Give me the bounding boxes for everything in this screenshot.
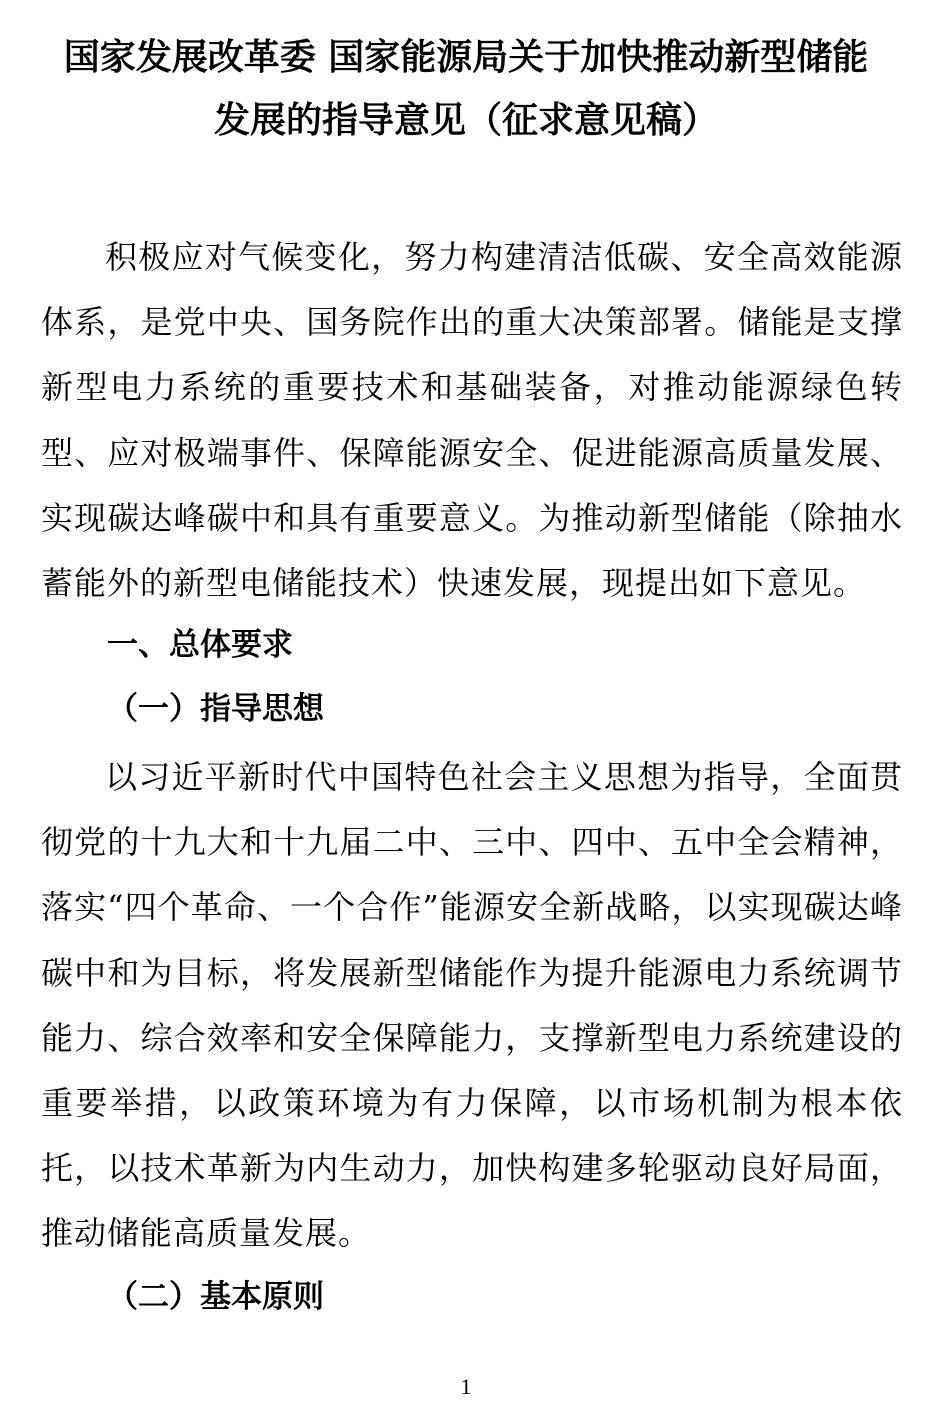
- document-title-line-1: 国家发展改革委 国家能源局关于加快推动新型储能: [63, 37, 869, 78]
- document-title-line-2: 发展的指导意见（征求意见稿）: [213, 100, 718, 141]
- section-heading-general-requirements: 一、总体要求: [107, 627, 293, 663]
- guiding-ideology-paragraph: 以习近平新时代中国特色社会主义思想为指导，全面贯彻党的十九大和十九届二中、三中、四中、五中全会精神，落实“四个革命、一个合作”能源安全新战略，以实现碳达峰碳中和为目标，将发展新型储能作为提升能源电力系统调节能力、综合效率和安全保障能力，支撑新型电力系统建设的重要举措，以政策环境为有力保障，以市场机制为根本依托，以技术革新为内生动力，加快构建多轮驱动良好局面，推动储能高质量发展。: [41, 758, 903, 1253]
- subsection-heading-basic-principles: （二）基本原则: [107, 1279, 324, 1315]
- subsection-heading-guiding-ideology: （一）指导思想: [107, 691, 324, 727]
- page-number: 1: [460, 1374, 472, 1399]
- intro-paragraph: 积极应对气候变化，努力构建清洁低碳、安全高效能源体系，是党中央、国务院作出的重大决策部署。储能是支撑新型电力系统的重要技术和基础装备，对推动能源绿色转型、应对极端事件、保障能源安全、促进能源高质量发展、实现碳达峰碳中和具有重要意义。为推动新型储能（除抽水蓄能外的新型电储能技术）快速发展，现提出如下意见。: [41, 238, 903, 603]
